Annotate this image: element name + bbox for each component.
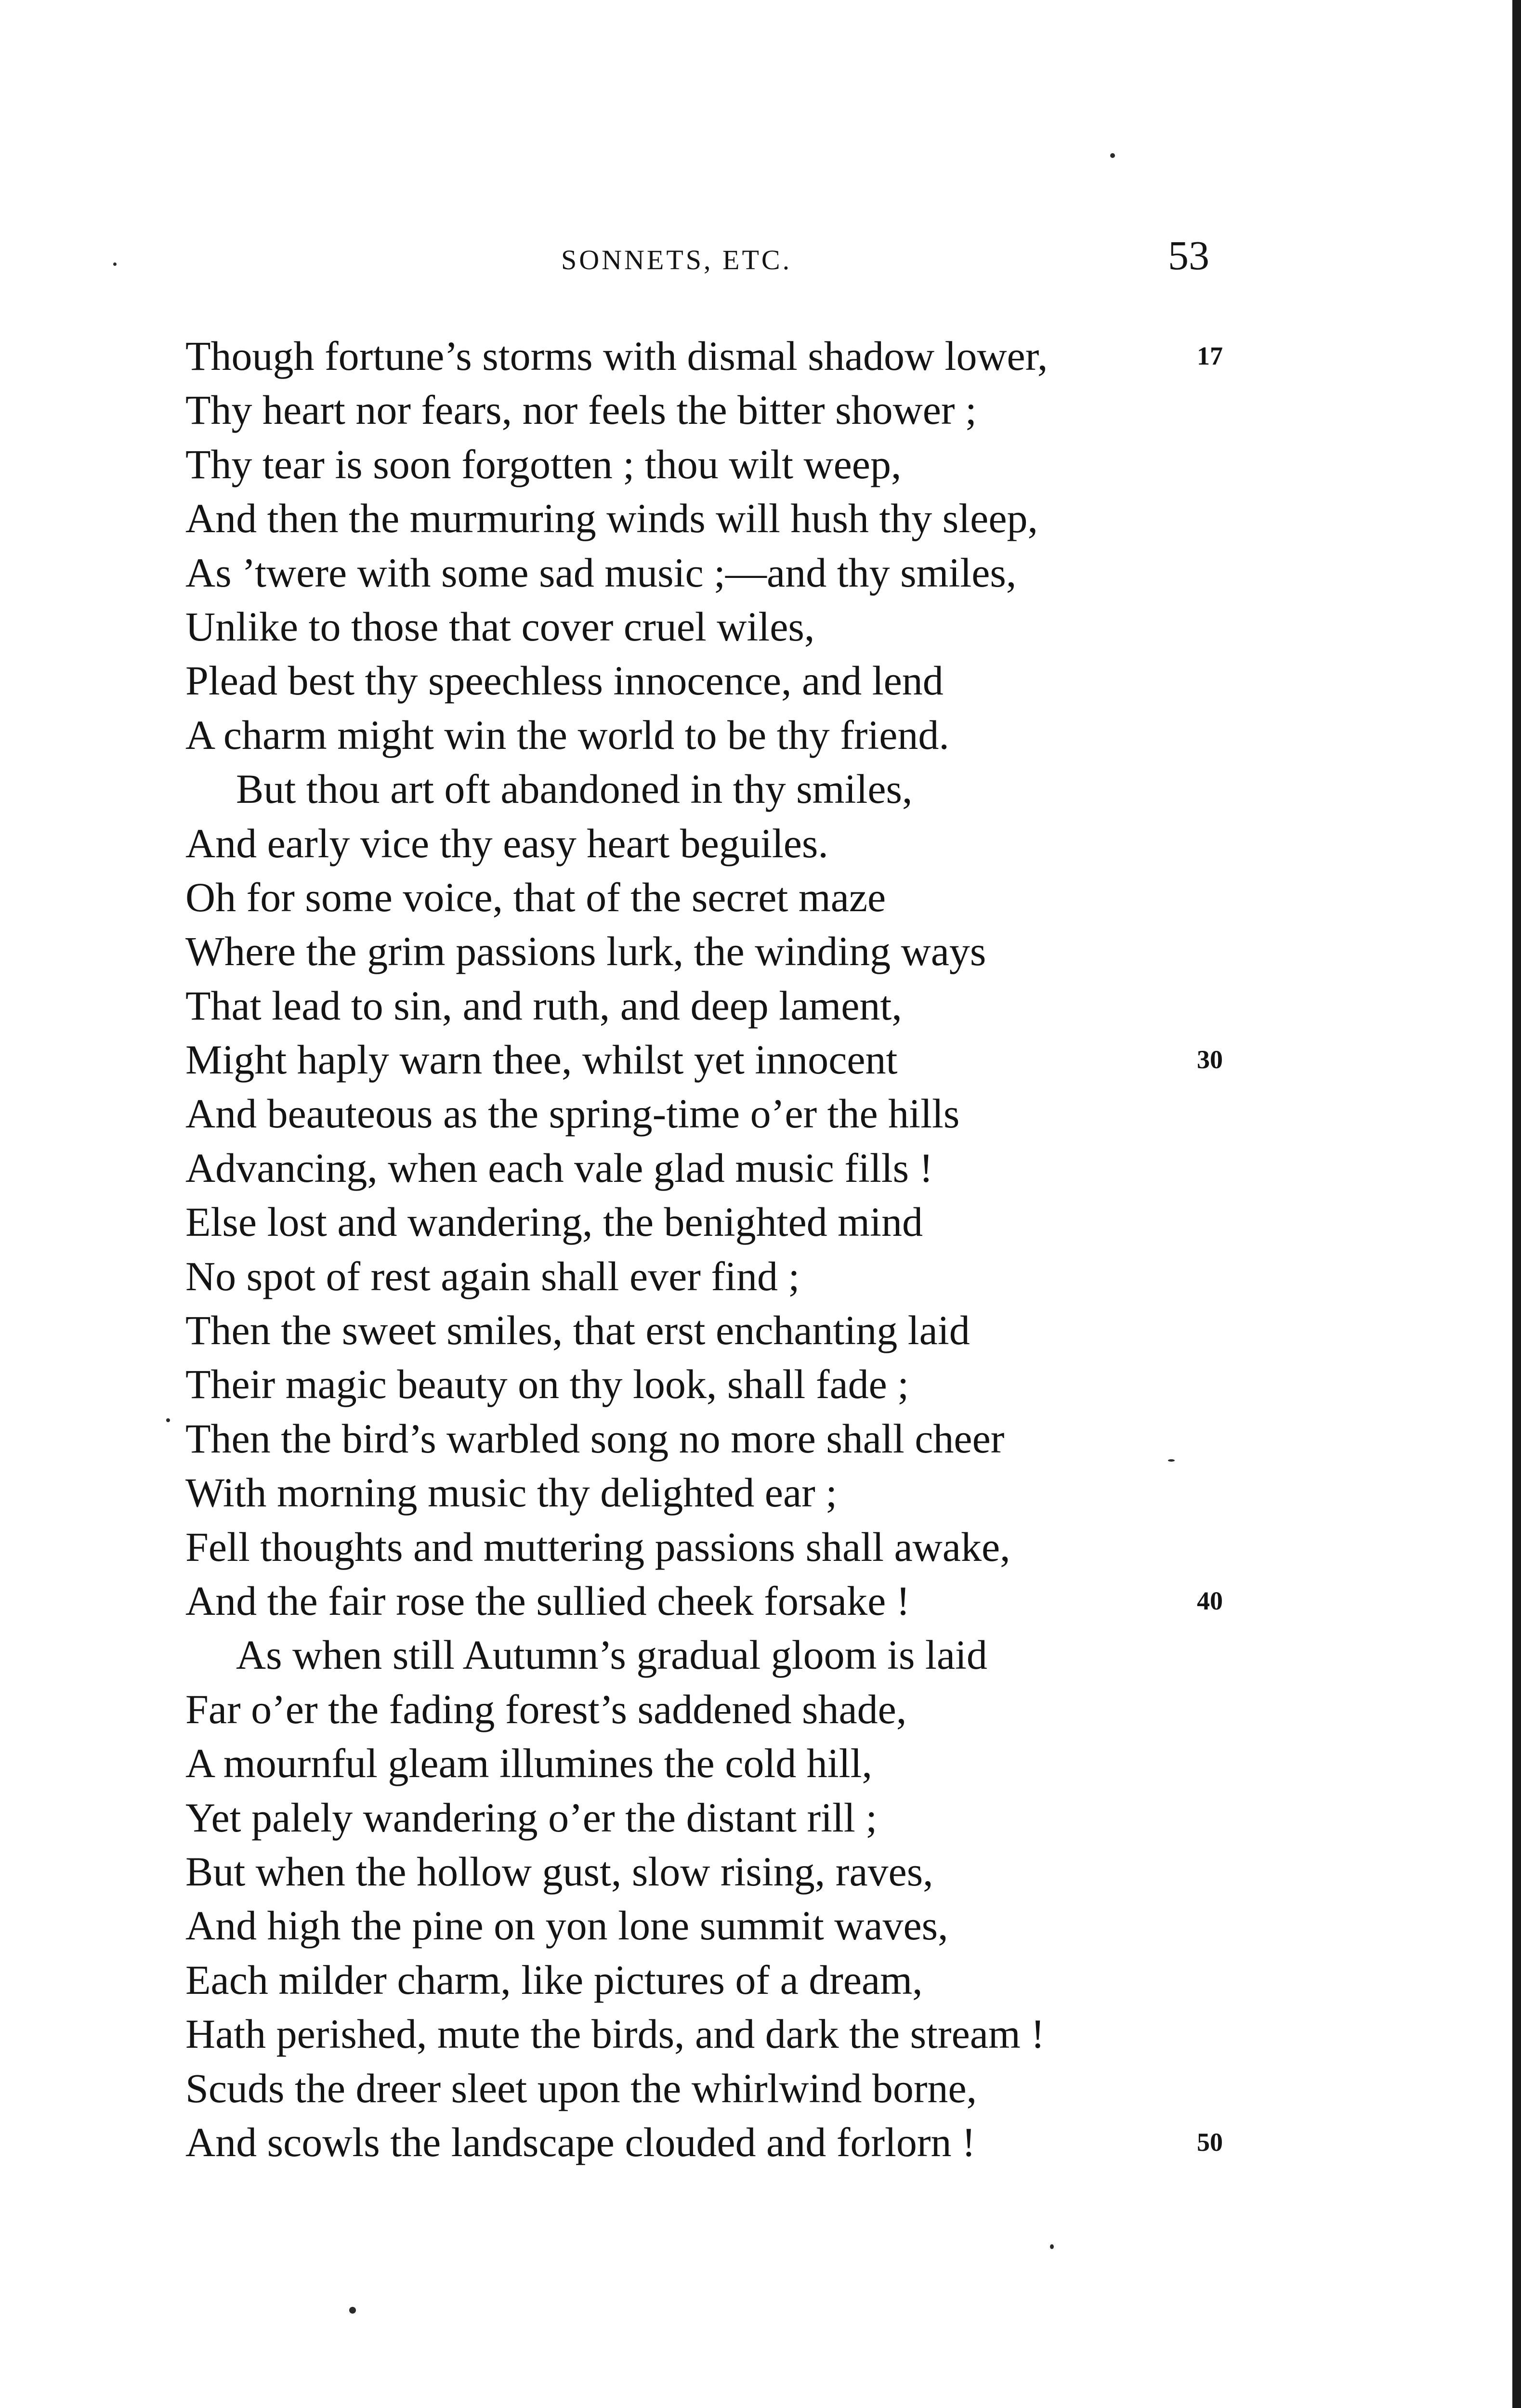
scan-speck [349, 2307, 356, 2314]
poem-line [185, 491, 1269, 545]
poem-line-text: Far o’er the fading forest’s saddened shade, [185, 1686, 907, 1732]
poem-line-text: And high the pine on yon lone summit waves, [185, 1902, 948, 1949]
poem-line-text: Advancing, when each vale glad music fills ! [185, 1144, 933, 1191]
poem-line [185, 1628, 1269, 1682]
poem-line-text: Might haply warn thee, whilst yet innocent [185, 1036, 898, 1083]
line-number: 40 [1197, 1586, 1223, 1615]
poem-line-text: As ’twere with some sad music ;—and thy smiles, [185, 549, 1017, 596]
scan-speck [1050, 2244, 1054, 2249]
poem-line-text: But thou art oft abandoned in thy smiles, [236, 766, 913, 812]
poem-line-text: With morning music thy delighted ear ; [185, 1469, 838, 1516]
poem-line [185, 924, 1269, 978]
poem-line-text: And the fair rose the sullied cheek forsake ! [185, 1577, 910, 1624]
poem-line-text: A charm might win the world to be thy friend. [185, 711, 949, 758]
poem-line-text: But when the hollow gust, slow rising, raves, [185, 1848, 933, 1895]
poem-line-text: That lead to sin, and ruth, and deep lament, [185, 982, 902, 1029]
poem-line [185, 1845, 1269, 1898]
poem-line-text: And beauteous as the spring-time o’er the hills [185, 1090, 960, 1137]
scan-speck [166, 1418, 170, 1422]
poem-line-text: Though fortune’s storms with dismal shadow lower, [185, 333, 1048, 379]
poem-line [185, 383, 1269, 437]
poem-line [185, 2061, 1269, 2115]
poem-line-text: Oh for some voice, that of the secret maze [185, 874, 886, 920]
scan-speck [1110, 153, 1115, 158]
poem-line [185, 979, 1269, 1033]
poem-line [185, 2115, 1269, 2169]
poem-line [185, 1953, 1269, 2007]
poem-line [185, 1412, 1269, 1466]
poem-line-text: And early vice thy easy heart beguiles. [185, 820, 828, 866]
poem-line [185, 1086, 1269, 1140]
poem-body [185, 329, 1269, 2169]
poem-line-text: Each milder charm, like pictures of a dream, [185, 1956, 923, 2003]
poem-line [185, 437, 1269, 491]
poem-line [185, 1033, 1269, 1086]
scan-speck [1168, 1459, 1175, 1462]
poem-line-text: Plead best thy speechless innocence, and lend [185, 657, 944, 704]
running-head: SONNETS, ETC. [561, 244, 792, 275]
poem-line [185, 600, 1269, 654]
poem-line [185, 2007, 1269, 2061]
line-number: 50 [1197, 2127, 1223, 2157]
poem-line-text: Yet palely wandering o’er the distant rill ; [185, 1794, 878, 1841]
poem-line-text: Hath perished, mute the birds, and dark the stream ! [185, 2011, 1045, 2057]
poem-line-text: A mournful gleam illumines the cold hill, [185, 1740, 872, 1787]
poem-line [185, 654, 1269, 707]
line-number: 17 [1197, 341, 1223, 370]
poem-line [185, 870, 1269, 924]
poem-line [185, 1520, 1269, 1574]
poem-line-text: Fell thoughts and muttering passions shall awake, [185, 1523, 1010, 1570]
poem-line-text: Scuds the dreer sleet upon the whirlwind borne, [185, 2065, 977, 2111]
poem-line [185, 816, 1269, 870]
poem-line-text: Then the bird’s warbled song no more shall cheer [185, 1415, 1005, 1462]
poem-line-text: Else lost and wandering, the benighted mind [185, 1199, 923, 1245]
poem-line [185, 329, 1269, 383]
poem-line-text: Their magic beauty on thy look, shall fade ; [185, 1361, 909, 1408]
scan-speck [113, 262, 117, 266]
poem-line [185, 1466, 1269, 1519]
poem-line-text: Then the sweet smiles, that erst enchanting laid [185, 1307, 970, 1354]
poem-line [185, 1249, 1269, 1303]
poem-line-text: Where the grim passions lurk, the winding ways [185, 928, 986, 975]
poem-line [185, 708, 1269, 762]
poem-line [185, 1898, 1269, 1952]
poem-line-text: And scowls the landscape clouded and forlorn ! [185, 2119, 976, 2165]
poem-line [185, 1195, 1269, 1249]
poem-line [185, 762, 1269, 816]
poem-line-text: No spot of rest again shall ever find ; [185, 1253, 800, 1299]
poem-line [185, 1682, 1269, 1736]
poem-line [185, 1141, 1269, 1195]
poem-line [185, 1736, 1269, 1790]
line-number: 30 [1197, 1045, 1223, 1074]
poem-line-text: Thy tear is soon forgotten ; thou wilt weep, [185, 441, 902, 487]
poem-line-text: As when still Autumn’s gradual gloom is laid [236, 1632, 987, 1678]
poem-line [185, 1357, 1269, 1411]
page-edge-shadow [1512, 0, 1521, 2408]
page-number: 53 [1168, 232, 1209, 278]
poem-line [185, 1574, 1269, 1628]
poem-line-text: And then the murmuring winds will hush thy sleep, [185, 495, 1038, 542]
poem-line [185, 1791, 1269, 1845]
poem-line [185, 546, 1269, 600]
poem-line-text: Unlike to those that cover cruel wiles, [185, 603, 815, 650]
poem-line-text: Thy heart nor fears, nor feels the bitter shower ; [185, 387, 977, 433]
poem-line [185, 1303, 1269, 1357]
